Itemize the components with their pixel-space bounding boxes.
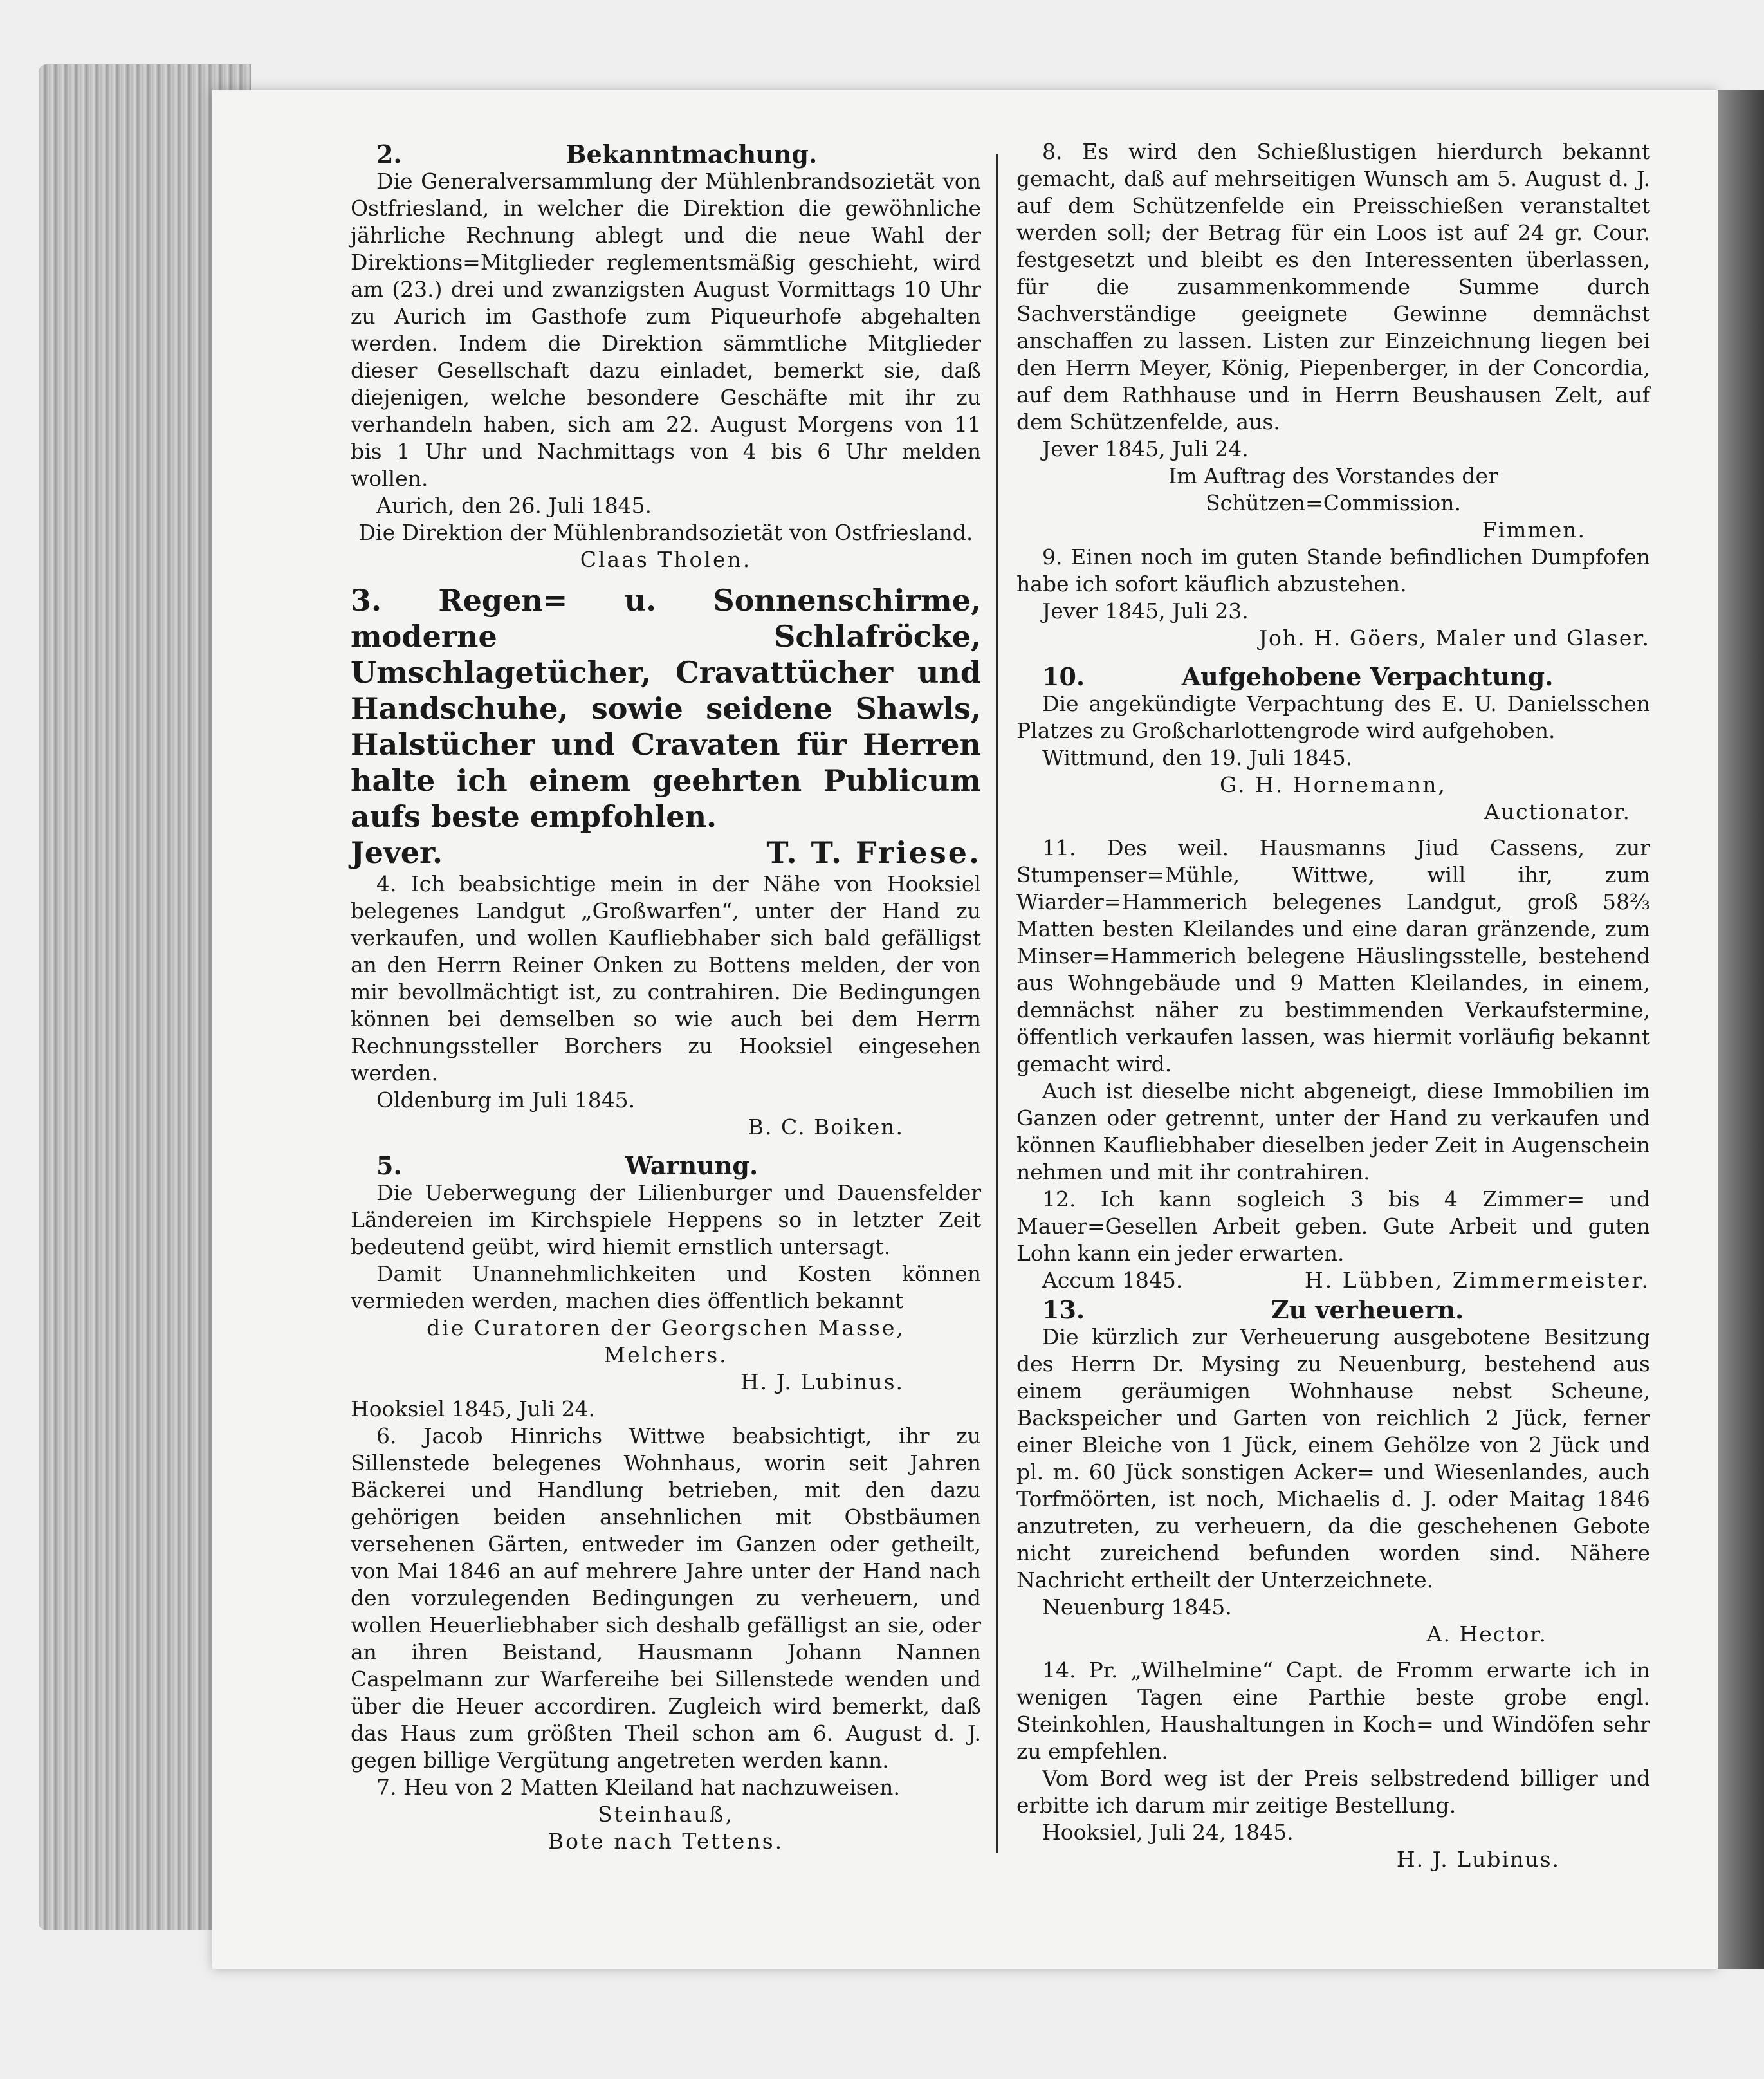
signer-name: T. T. Friese. [766, 835, 981, 870]
place-date: Accum 1845. [1042, 1268, 1183, 1293]
place-date: Jever 1845, Juli 23. [1042, 598, 1249, 624]
column-divider [996, 154, 998, 1853]
notice-heading: Zu verheuern. [1271, 1295, 1464, 1324]
notice-heading: Warnung. [625, 1151, 758, 1180]
notice-9 [1016, 544, 1650, 652]
right-column [1016, 138, 1650, 1873]
notice-body: 14. Pr. „Wilhelmine“ Capt. de Fromm erwarte ich in wenigen Tagen eine Parthie beste grobe engl. Steinkohlen, Haushaltungen in Koch= und Windöfen sehr zu empfehlen. [1016, 1658, 1650, 1764]
notice-body: Die Ueberwegung der Lilienburger und Dauensfelder Ländereien im Kirchspiele Heppens so in letzter Zeit bedeutend geübt, wird hiemit ernstlich untersagt. [351, 1180, 981, 1259]
notice-number: 2. [376, 140, 402, 169]
notice-heading: Bekanntmachung. [565, 140, 818, 169]
notice-number: 3. [351, 583, 382, 618]
signer-title: Auctionator. [1484, 799, 1631, 824]
signer-name: Melchers. [603, 1342, 728, 1367]
place-date: Hooksiel 1845, Juli 24. [351, 1396, 596, 1421]
place-date: Oldenburg im Juli 1845. [376, 1087, 636, 1113]
notice-body-2: Damit Unannehmlichkeiten und Kosten können vermieden werden, machen dies öffentlich bekannt [351, 1261, 981, 1313]
notice-body: 6. Jacob Hinrichs Wittwe beabsichtigt, ihr zu Sillenstede belegenes Wohnhaus, worin seit Jahren Bäckerei und Handlung betrieben, mit den dazu gehörigen beiden ansehnlichen mit Obstbäumen versehenen Gärten, entweder im Ganzen oder getheilt, von Mai 1846 an auf mehrere Jahre unter der Hand nach den vorzulegenden Bedingungen zu verheuern, und wollen Heuerliebhaber sich deshalb gefälligst an sie, oder an ihren Beistand, Hausmann Johann Nannen Caspelmann zur Warfereihe bei Sillenstede wenden und über die Heuer accordiren. Zugleich wird bemerkt, daß das Haus zum größten Theil schon am 6. August d. J. gegen billige Vergütung angetreten werden kann. [351, 1423, 981, 1773]
notice-6 [351, 1423, 981, 1774]
notice-body-2: Vom Bord weg ist der Preis selbstredend billiger und erbitte ich darum mir zeitige Bestellung. [1016, 1766, 1650, 1818]
notice-11 [1016, 835, 1650, 1186]
notice-body: 4. Ich beabsichtige mein in der Nähe von Hooksiel belegenes Landgut „Großwarfen“, unter der Hand zu verkaufen, und wollen Kaufliebhaber sich bald gefälligst an den Herrn Reiner Onken zu Bottens melden, der von mir bevollmächtigt ist, zu contrahiren. Die Bedingungen können bei demselben so wie auch bei dem Herrn Rechnungssteller Borchers zu Hooksiel eingesehen werden. [351, 871, 981, 1086]
notice-10 [1016, 663, 1650, 826]
place-date: Jever 1845, Juli 24. [1042, 436, 1249, 461]
notice-body: Die angekündigte Verpachtung des E. U. Danielsschen Platzes zu Großcharlottengrode wird aufgehoben. [1016, 691, 1650, 743]
notice-14 [1016, 1657, 1650, 1873]
signer-name-2: H. J. Lubinus. [740, 1369, 904, 1394]
notice-body: 8. Es wird den Schießlustigen hierdurch bekannt gemacht, daß auf mehrseitigen Wunsch am 5. August d. J. auf dem Schützenfelde ein Preisschießen veranstaltet werden soll; der Betrag für ein Loos ist auf 24 gr. Cour. festgesetzt und bleibt es den Interessenten überlassen, für die zusammenkommende Summe durch Sachverständige geeignete Gewinne demnächst anschaffen zu lassen. Listen zur Einzeichnung liegen bei den Herrn Meyer, König, Piepenberger, in der Concordia, auf dem Rathhause und in Herrn Beushausen Zelt, auf dem Schützenfelde, aus. [1016, 139, 1650, 434]
notice-7 [351, 1774, 981, 1855]
left-column [351, 138, 981, 1855]
notice-body: Die kürzlich zur Verheuerung ausgebotene Besitzung des Herrn Dr. Mysing zu Neuenburg, bestehend aus einem geräumigen Wohnhause nebst Scheune, Backspeicher und Garten von reichlich 2 Jück, ferner einer Bleiche von 1 Jück, einem Gehölze von 2 Jück und pl. m. 60 Jück sonstigen Acker= und Wiesenlandes, auch Torfmöörten, ist noch, Michaelis d. J. oder Maitag 1846 anzutreten, zu verheuern, da die geschehenen Gebote nicht zureichend befunden worden sind. Nähere Nachricht ertheilt der Unterzeichnete. [1016, 1324, 1650, 1593]
signer-name: Claas Tholen. [580, 547, 752, 572]
place-date: Wittmund, den 19. Juli 1845. [1042, 745, 1353, 770]
notice-body: Regen= u. Sonnenschirme, moderne Schlafröcke, Umschlagetücher, Cravattücher und Handschuhe, sowie seidene Shawls, Halstücher und Cravaten für Herren halte ich einem geehrten Publicum aufs beste empfohlen. [351, 583, 981, 834]
signer-name: Joh. H. Göers, Maler und Glaser. [1258, 625, 1650, 651]
notice-body: 9. Einen noch im guten Stande befindlichen Dumpfofen habe ich sofort käuflich abzustehen. [1016, 544, 1650, 596]
place-date: Neuenburg 1845. [1042, 1594, 1232, 1620]
notice-number: 5. [376, 1151, 402, 1180]
notice-body: Die Generalversammlung der Mühlenbrandsozietät von Ostfriesland, in welcher die Direktion die gewöhnliche jährliche Rechnung ablegt und die neue Wahl der Direktions=Mitglieder reglementsmäßig geschieht, wird am (23.) drei und zwanzigsten August Vormittags 10 Uhr zu Aurich im Gasthofe zum Piqueurhofe abgehalten werden. Indem die Direktion sämmtliche Mitglieder dieser Gesellschaft dazu einladet, bemerkt sie, daß diejenigen, welche besondere Geschäfte mit ihr zu verhandeln haben, sich am 22. August Morgens von 11 bis 1 Uhr und Nachmittags von 4 bis 6 Uhr melden wollen. [351, 169, 981, 491]
signer-title: Bote nach Tettens. [547, 1829, 784, 1854]
notice-body: 7. Heu von 2 Matten Kleiland hat nachzuweisen. [376, 1775, 900, 1800]
signer-line-2: Schützen=Commission. [1206, 490, 1461, 515]
notice-12 [1016, 1186, 1650, 1294]
signer-name: A. Hector. [1426, 1622, 1547, 1647]
place: Jever. [351, 835, 443, 870]
notice-body: 12. Ich kann sogleich 3 bis 4 Zimmer= und Mauer=Gesellen Arbeit geben. Gute Arbeit und guten Lohn kann ein jeder erwarten. [1016, 1187, 1650, 1266]
notice-13 [1016, 1297, 1650, 1648]
notice-8 [1016, 138, 1650, 544]
notice-number: 10. [1042, 662, 1085, 691]
notice-2 [351, 141, 981, 573]
signer-name: Fimmen. [1482, 517, 1586, 542]
notice-3 [351, 582, 981, 871]
signer-organization: die Curatoren der Georgschen Masse, [427, 1315, 905, 1340]
notice-4 [351, 871, 981, 1141]
place-date: Aurich, den 26. Juli 1845. [376, 493, 652, 518]
signer-name: B. C. Boiken. [748, 1114, 904, 1140]
place-date: Hooksiel, Juli 24, 1845. [1042, 1820, 1294, 1845]
book-spine-shadow [1718, 90, 1764, 1969]
signer-name: Steinhauß, [598, 1802, 734, 1827]
notice-heading: Aufgehobene Verpachtung. [1181, 662, 1554, 691]
notice-body: 11. Des weil. Hausmanns Jiud Cassens, zur Stumpenser=Mühle, Wittwe, will ihr, zum Wiarder=Hammerich belegenes Landgut, groß 58⅔ Matten besten Kleilandes und eine daran gränzende, zum Minser=Hammerich belegene Häuslingsstelle, bestehend aus Wohngebäude und 9 Matten Kleilandes, in einem, demnächst näher zu bestimmenden Verkaufstermine, öffentlich verkaufen lassen, was hiermit vorläufig bekannt gemacht wird. [1016, 835, 1650, 1076]
notice-5 [351, 1152, 981, 1423]
signer-name: H. Lübben, Zimmermeister. [1304, 1268, 1650, 1293]
notice-body-2: Auch ist dieselbe nicht abgeneigt, diese Immobilien im Ganzen oder getrennt, unter der Hand zu verkaufen und können Kaufliebhaber dieselben jeder Zeit in Augenschein nehmen und mit ihr contrahiren. [1016, 1078, 1650, 1185]
signer-line-1: Im Auftrag des Vorstandes der [1168, 463, 1498, 488]
signer-name: G. H. Hornemann, [1219, 772, 1447, 797]
signer-name: H. J. Lubinus. [1396, 1847, 1560, 1872]
notice-number: 13. [1042, 1295, 1085, 1324]
signer-organization: Die Direktion der Mühlenbrandsozietät von Ostfriesland. [358, 520, 973, 545]
